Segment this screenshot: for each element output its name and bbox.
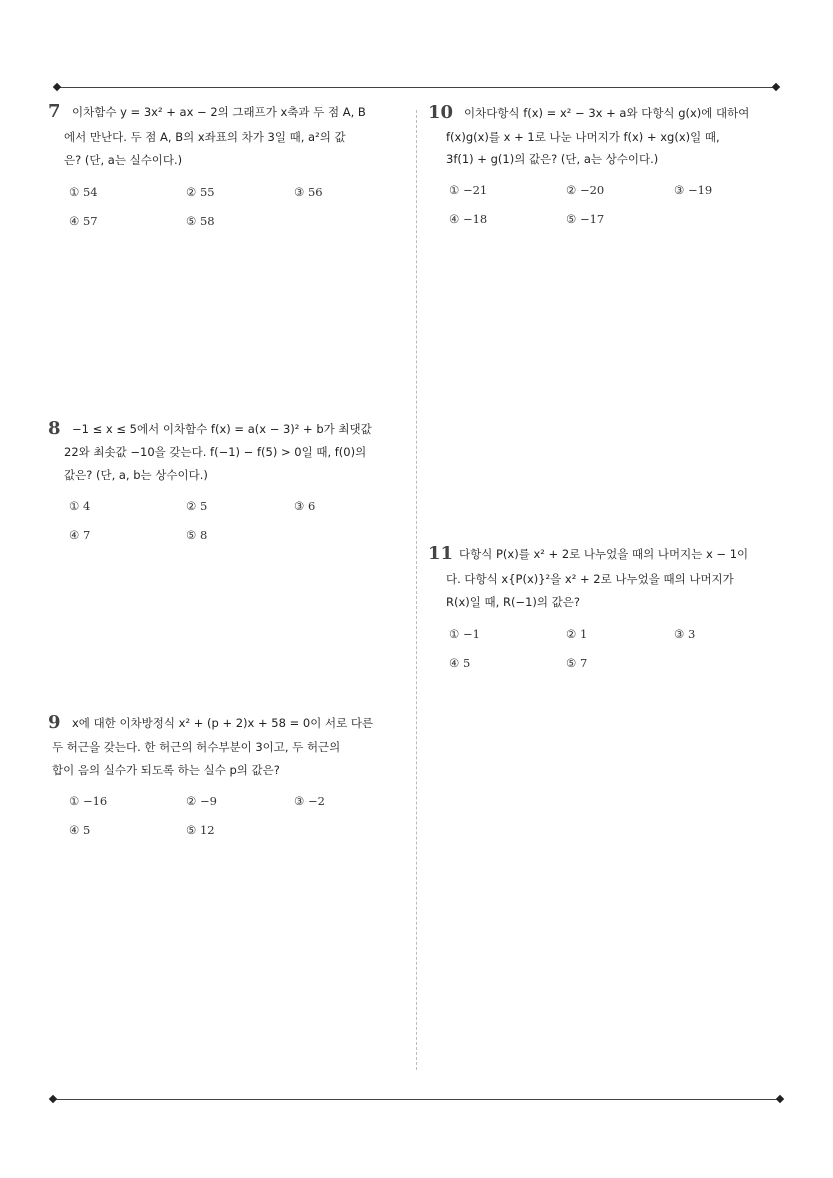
choice-5: ⑤ −17 [566,212,605,226]
choice-5: ⑤ 8 [186,528,208,542]
choice-1: ① −16 [69,794,108,808]
question-text-line: 22와 최솟값 −10을 갖는다. f(−1) − f(5) > 0일 때, f(0)의 [64,445,367,459]
choice-4: ④ 5 [69,823,91,837]
choice-5: ⑤ 58 [186,214,215,228]
choice-1: ① −1 [449,627,480,641]
choice-3: ③ −19 [674,183,713,197]
question-text-line: 이차함수 y = 3x² + ax − 2의 그래프가 x축과 두 점 A, B [72,105,366,119]
question-text-line: 값은? (단, a, b는 상수이다.) [64,468,208,482]
choice-3: ③ −2 [294,794,325,808]
question-number: 11 [428,543,454,564]
choice-1: ① 54 [69,185,98,199]
choice-5: ⑤ 12 [186,823,215,837]
top-rule-left-dot [53,83,61,91]
question-text-line: R(x)일 때, R(−1)의 값은? [446,595,580,609]
question-text-line: 다항식 P(x)를 x² + 2로 나누었을 때의 나머지는 x − 1이 [459,547,749,561]
choice-3: ③ 3 [674,627,696,641]
choice-2: ② 1 [566,627,588,641]
question-number: 10 [428,102,454,123]
question-number: 7 [48,101,61,122]
choice-4: ④ 7 [69,528,91,542]
bottom-rule-left-dot [49,1095,57,1103]
choice-2: ② 5 [186,499,208,513]
choice-2: ② −20 [566,183,605,197]
question-text-line: 다. 다항식 x{P(x)}²을 x² + 2로 나누었을 때의 나머지가 [446,572,734,586]
choice-3: ③ 6 [294,499,316,513]
choice-1: ① −21 [449,183,488,197]
question-text-line: 3f(1) + g(1)의 값은? (단, a는 상수이다.) [446,152,659,166]
choice-2: ② −9 [186,794,217,808]
choice-4: ④ 5 [449,656,471,670]
choice-2: ② 55 [186,185,215,199]
question-text-line: 에서 만난다. 두 점 A, B의 x좌표의 차가 3일 때, a²의 값 [64,130,346,144]
question-text-line: 이차다항식 f(x) = x² − 3x + a와 다항식 g(x)에 대하여 [464,106,750,120]
choice-1: ① 4 [69,499,91,513]
question-text-line: 은? (단, a는 실수이다.) [64,153,183,167]
choice-4: ④ 57 [69,214,98,228]
column-divider [416,110,417,1070]
choice-4: ④ −18 [449,212,488,226]
bottom-rule-right-dot [776,1095,784,1103]
question-number: 8 [48,418,61,439]
question-text-line: x에 대한 이차방정식 x² + (p + 2)x + 58 = 0이 서로 다른 [72,716,374,730]
question-text-line: −1 ≤ x ≤ 5에서 이차함수 f(x) = a(x − 3)² + b가 최댓값 [72,422,372,436]
choice-3: ③ 56 [294,185,323,199]
question-text-line: 두 허근을 갖는다. 한 허근의 허수부분이 3이고, 두 허근의 [52,740,341,754]
question-number: 9 [48,712,61,733]
question-text-line: f(x)g(x)를 x + 1로 나눈 나머지가 f(x) + xg(x)일 때, [446,130,720,144]
question-text-line: 합이 음의 실수가 되도록 하는 실수 p의 값은? [52,763,280,777]
bottom-rule [54,1099,780,1100]
choice-5: ⑤ 7 [566,656,588,670]
top-rule [58,87,776,88]
top-rule-right-dot [772,83,780,91]
